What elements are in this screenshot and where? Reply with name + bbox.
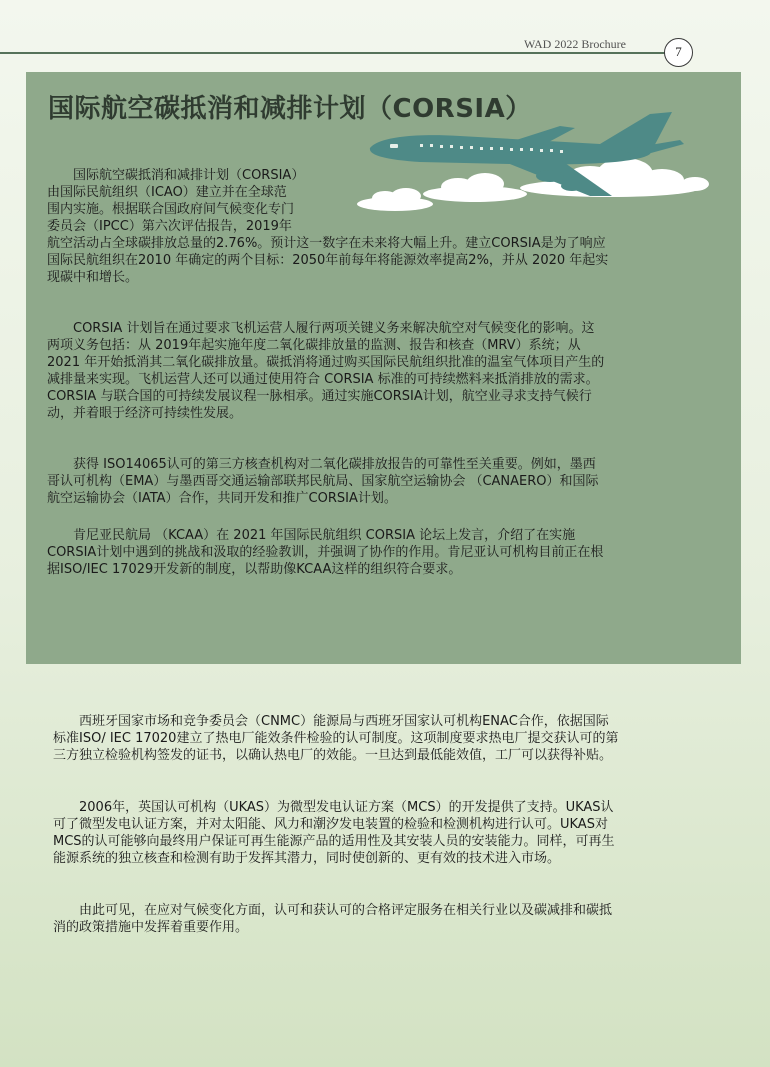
- brochure-label: WAD 2022 Brochure: [524, 37, 626, 51]
- text-line: 三方独立检验机构签发的证书，以确认热电厂的效能。一旦达到最低能效值，工厂可以获得补贴。: [53, 748, 613, 763]
- text-line: 国际航空碳抵消和减排计划（CORSIA）: [73, 168, 305, 183]
- text-line: 获得 ISO14065认可的第三方核查机构对二氧化碳排放报告的可靠性至关重要。例如，墨西: [73, 457, 596, 472]
- text-line: 可了微型发电认证方案，并对太阳能、风力和潮汐发电装置的检验和检测机构进行认可。UKAS对: [53, 817, 608, 832]
- text-line: 航空运输协会（IATA）合作，共同开发和推广CORSIA计划。: [47, 491, 397, 506]
- text-line: 由此可见，在应对气候变化方面，认可和获认可的合格评定服务在相关行业以及碳减排和碳抵: [79, 903, 613, 918]
- corsia-intro-paragraph: [47, 167, 727, 286]
- text-line: 2021 年开始抵消其二氧化碳排放量。碳抵消将通过购买国际民航组织批准的温室气体项目产生的: [47, 355, 605, 370]
- text-line: 标准ISO/ IEC 17020建立了热电厂能效条件检验的认可制度。这项制度要求热电厂提交获认可的第: [53, 731, 619, 746]
- text-line: 航空活动占全球碳排放总量的2.76%。预计这一数字在未来将大幅上升。建立CORSIA是为了响应: [47, 236, 606, 251]
- text-line: 围内实施。根据联合国政府间气候变化专门: [47, 202, 295, 217]
- text-line: 国际民航组织在2010 年确定的两个目标：2050年前每年将能源效率提高2%，并从 2020 年起实: [47, 253, 609, 268]
- text-line: 肯尼亚民航局 （KCAA）在 2021 年国际民航组织 CORSIA 论坛上发言，介绍了在实施: [73, 528, 576, 543]
- page-title: 国际航空碳抵消和减排计划（CORSIA）: [48, 94, 532, 124]
- text-line: 委员会（IPCC）第六次评估报告，2019年: [47, 219, 292, 234]
- text-line: 现碳中和增长。: [47, 270, 139, 285]
- kenya-paragraph: [47, 527, 727, 578]
- verification-paragraph: [47, 456, 727, 507]
- text-line: 消的政策措施中发挥着重要作用。: [53, 920, 249, 935]
- uk-paragraph: [53, 799, 733, 867]
- text-line: 2006年，英国认可机构（UKAS）为微型发电认证方案（MCS）的开发提供了支持。UKAS认: [79, 800, 614, 815]
- conclusion-paragraph: [53, 902, 733, 936]
- text-line: CORSIA 与联合国的可持续发展议程一脉相承。通过实施CORSIA计划，航空业寻求支持气候行: [47, 389, 592, 404]
- header-rule: [0, 52, 666, 54]
- text-line: 动，并着眼于经济可持续性发展。: [47, 406, 243, 421]
- text-line: CORSIA计划中遇到的挑战和汲取的经验教训，并强调了协作的作用。肯尼亚认可机构目前正在根: [47, 545, 604, 560]
- text-line: 哥认可机构（EMA）与墨西哥交通运输部联邦民航局、国家航空运输协会 （CANAERO）和国际: [47, 474, 599, 489]
- text-line: 能源系统的独立核查和检测有助于发挥其潜力，同时使创新的、更有效的技术进入市场。: [53, 851, 561, 866]
- spain-paragraph: [53, 713, 733, 764]
- text-line: 西班牙国家市场和竞争委员会（CNMC）能源局与西班牙国家认可机构ENAC合作，依据国际: [79, 714, 609, 729]
- text-line: MCS的认可能够向最终用户保证可再生能源产品的适用性及其安装人员的安装能力。同样，可再生: [53, 834, 615, 849]
- corsia-obligations-paragraph: [47, 320, 727, 422]
- text-line: 据ISO/IEC 17029开发新的制度，以帮助像KCAA这样的组织符合要求。: [47, 562, 462, 577]
- page-number: 7: [664, 38, 693, 67]
- text-line: CORSIA 计划旨在通过要求飞机运营人履行两项关键义务来解决航空对气候变化的影响。这: [73, 321, 595, 336]
- text-line: 两项义务包括：从 2019年起实施年度二氧化碳排放量的监测、报告和核查（MRV）系统；从: [47, 338, 581, 353]
- text-line: 由国际民航组织（ICAO）建立并在全球范: [47, 185, 287, 200]
- text-line: 减排量来实现。飞机运营人还可以通过使用符合 CORSIA 标准的可持续燃料来抵消排放的需求。: [47, 372, 599, 387]
